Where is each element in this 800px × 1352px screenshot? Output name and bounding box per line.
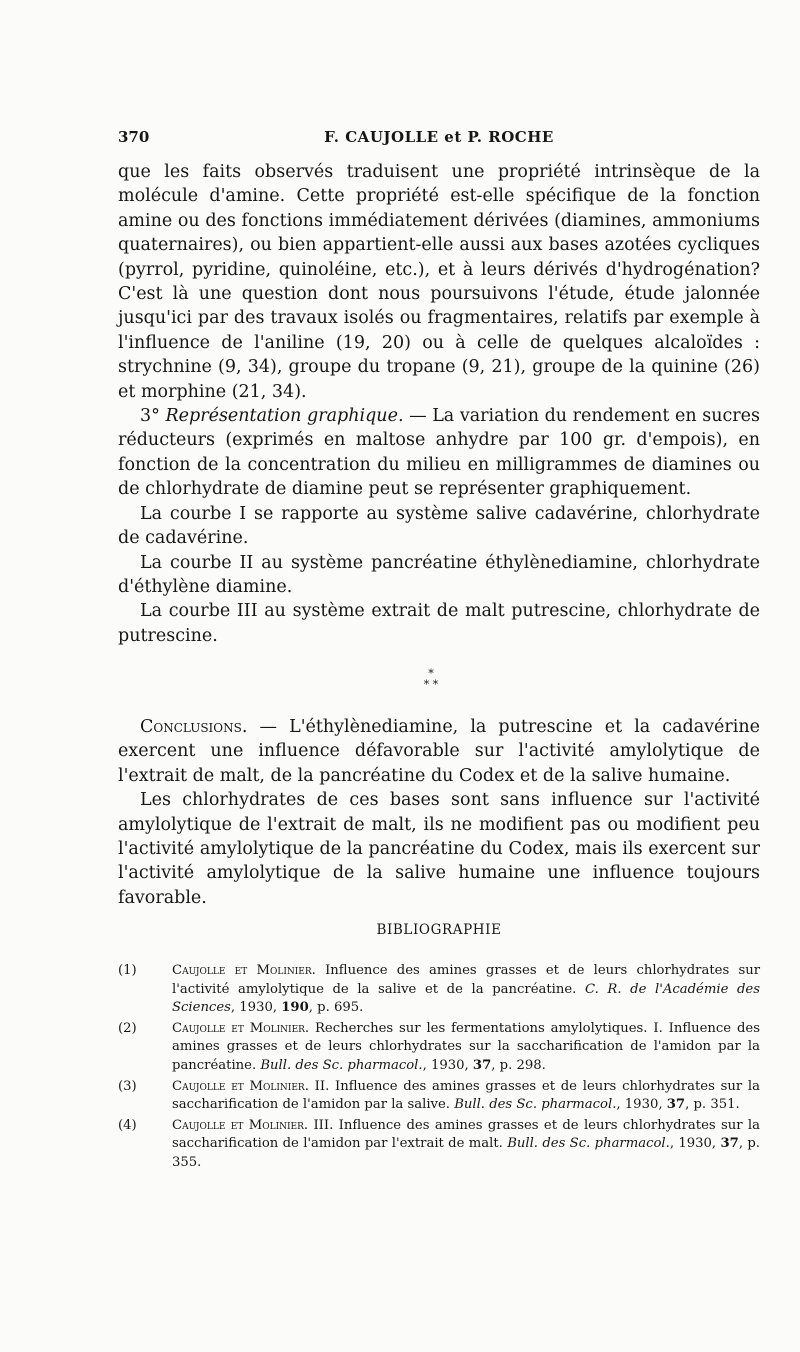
bibliography-title: BIBLIOGRAPHIE — [376, 922, 502, 938]
ref-pages: , p. 695. — [308, 1000, 364, 1016]
ref-year: , 1930, — [616, 1097, 667, 1113]
asterism — [0, 668, 800, 690]
ref-journal: Bull. des Sc. pharmacol. — [260, 1057, 423, 1073]
ref-text: Recherches sur les fermentations amylolytiques. I. Influence des amines grasses et de leurs chlorhydrates sur la saccharification de l'amidon par la pancréatine. — [172, 1020, 760, 1073]
ref-volume: 37 — [720, 1136, 739, 1152]
ref-journal: Bull. des Sc. pharmacol. — [507, 1136, 670, 1152]
running-head: F. CAUJOLLE et P. ROCHE — [324, 128, 554, 146]
ref-text: Influence des amines grasses et de leurs chlorhydrates sur l'activité amylolytique de la salive et de la pancréatine. — [172, 963, 761, 997]
ref-journal: Bull. des Sc. pharmacol. — [454, 1097, 617, 1113]
section-number: 3° — [140, 406, 160, 427]
bibliography-entry — [118, 962, 760, 1018]
ref-volume: 37 — [472, 1057, 492, 1073]
page-number: 370 — [118, 128, 150, 146]
section-text: — La variation du rendement en sucres réducteurs (exprimés en maltose anhydre par 100 gr. d'empois), en fonction de la concentration du milieu en milligrammes de diamines ou de chlorhydrate de diamine peut se représenter graphiquement. — [118, 406, 760, 500]
conclusions-text-1: — L'éthylènediamine, la putrescine et la cadavérine exercent une influence défavorable sur l'activité amylolytique de l'extrait de malt, de la pancréatine du Codex et de la salive humaine. — [118, 717, 760, 786]
conclusions-label: Conclusions. — [140, 717, 248, 737]
ref-text: II. Influence des amines grasses et de leurs chlorhydrates sur la saccharification de l'amidon par la salive. — [172, 1078, 760, 1113]
ref-volume: 190 — [281, 1000, 309, 1016]
ref-pages: , p. 355. — [172, 1136, 760, 1170]
conclusions-section — [118, 715, 760, 910]
ref-number: (3) — [118, 1078, 137, 1094]
ref-number: (2) — [118, 1020, 137, 1036]
bibliography-entry — [118, 1020, 760, 1076]
bibliography-entry — [118, 1078, 760, 1115]
ref-journal: C. R. de l'Académie des Sciences — [172, 981, 760, 1016]
conclusions-paragraph-1 — [118, 715, 760, 788]
bibliography-list — [118, 962, 760, 1175]
asterism-top: * — [428, 667, 434, 680]
ref-authors: Caujolle et Molinier. — [172, 1117, 309, 1133]
ref-volume: 37 — [666, 1097, 686, 1113]
ref-year: , 1930, — [422, 1057, 473, 1073]
ref-text: III. Influence des amines grasses et de leurs chlorhydrates sur la saccharification de l'amidon par l'extrait de malt. — [172, 1117, 761, 1152]
body-text — [118, 160, 760, 648]
asterism-bottom: * * — [423, 678, 439, 691]
bibliography-entry — [118, 1117, 760, 1173]
paragraph-graphic-representation — [118, 404, 760, 502]
page-header — [118, 128, 760, 150]
ref-authors: Caujolle et Molinier. — [172, 1020, 310, 1036]
section-title: Représentation graphique. — [165, 406, 404, 427]
ref-pages: , p. 298. — [491, 1057, 546, 1073]
paragraph-amine-question: que les faits observés traduisent une propriété intrinsèque de la molécule d'amine. Cette propriété est-elle spécifique de la fonction amine ou des fonctions immédiatement dérivées (diamines, ammoniums quaternaires), ou bien appartient-elle aussi aux bases azotées cycliques (pyrrol, pyridine, quinoléine, etc.), et à leurs dérivés d'hydrogénation? C'est là une question dont nous poursuivons l'étude, étude jalonnée jusqu'ici par des travaux isolés ou fragmentaires, relatifs par exemple à l'influence de l'aniline (19, 20) ou à celle de quelques alcaloïdes : strychnine (9, 34), groupe du tropane (9, 21), groupe de la quinine (26) et morphine (21, 34). — [118, 162, 760, 402]
paragraph-curve-2: La courbe II au système pancréatine éthylènediamine, chlorhydrate d'éthylène diamine. — [118, 552, 760, 597]
ref-authors: Caujolle et Molinier. — [172, 1078, 309, 1094]
ref-number: (1) — [118, 963, 137, 978]
ref-year: , 1930, — [230, 1000, 282, 1016]
conclusions-paragraph-2: Les chlorhydrates de ces bases sont sans influence sur l'activité amylolytique de l'extrait de malt, ils ne modifient pas ou modifient peu l'activité amylolytique de la pancréatine du Codex, mais ils exercent sur l'activité amylolytique de la salive humaine une influence toujours favorable. — [118, 790, 760, 908]
ref-authors: Caujolle et Molinier. — [172, 963, 316, 978]
paragraph-curve-1: La courbe I se rapporte au système salive cadavérine, chlorhydrate de cadavérine. — [118, 503, 760, 549]
ref-number: (4) — [118, 1117, 137, 1133]
ref-pages: , p. 351. — [685, 1097, 740, 1113]
ref-year: , 1930, — [669, 1136, 721, 1152]
paragraph-curve-3: La courbe III au système extrait de malt putrescine, chlorhydrate de putrescine. — [118, 601, 760, 646]
